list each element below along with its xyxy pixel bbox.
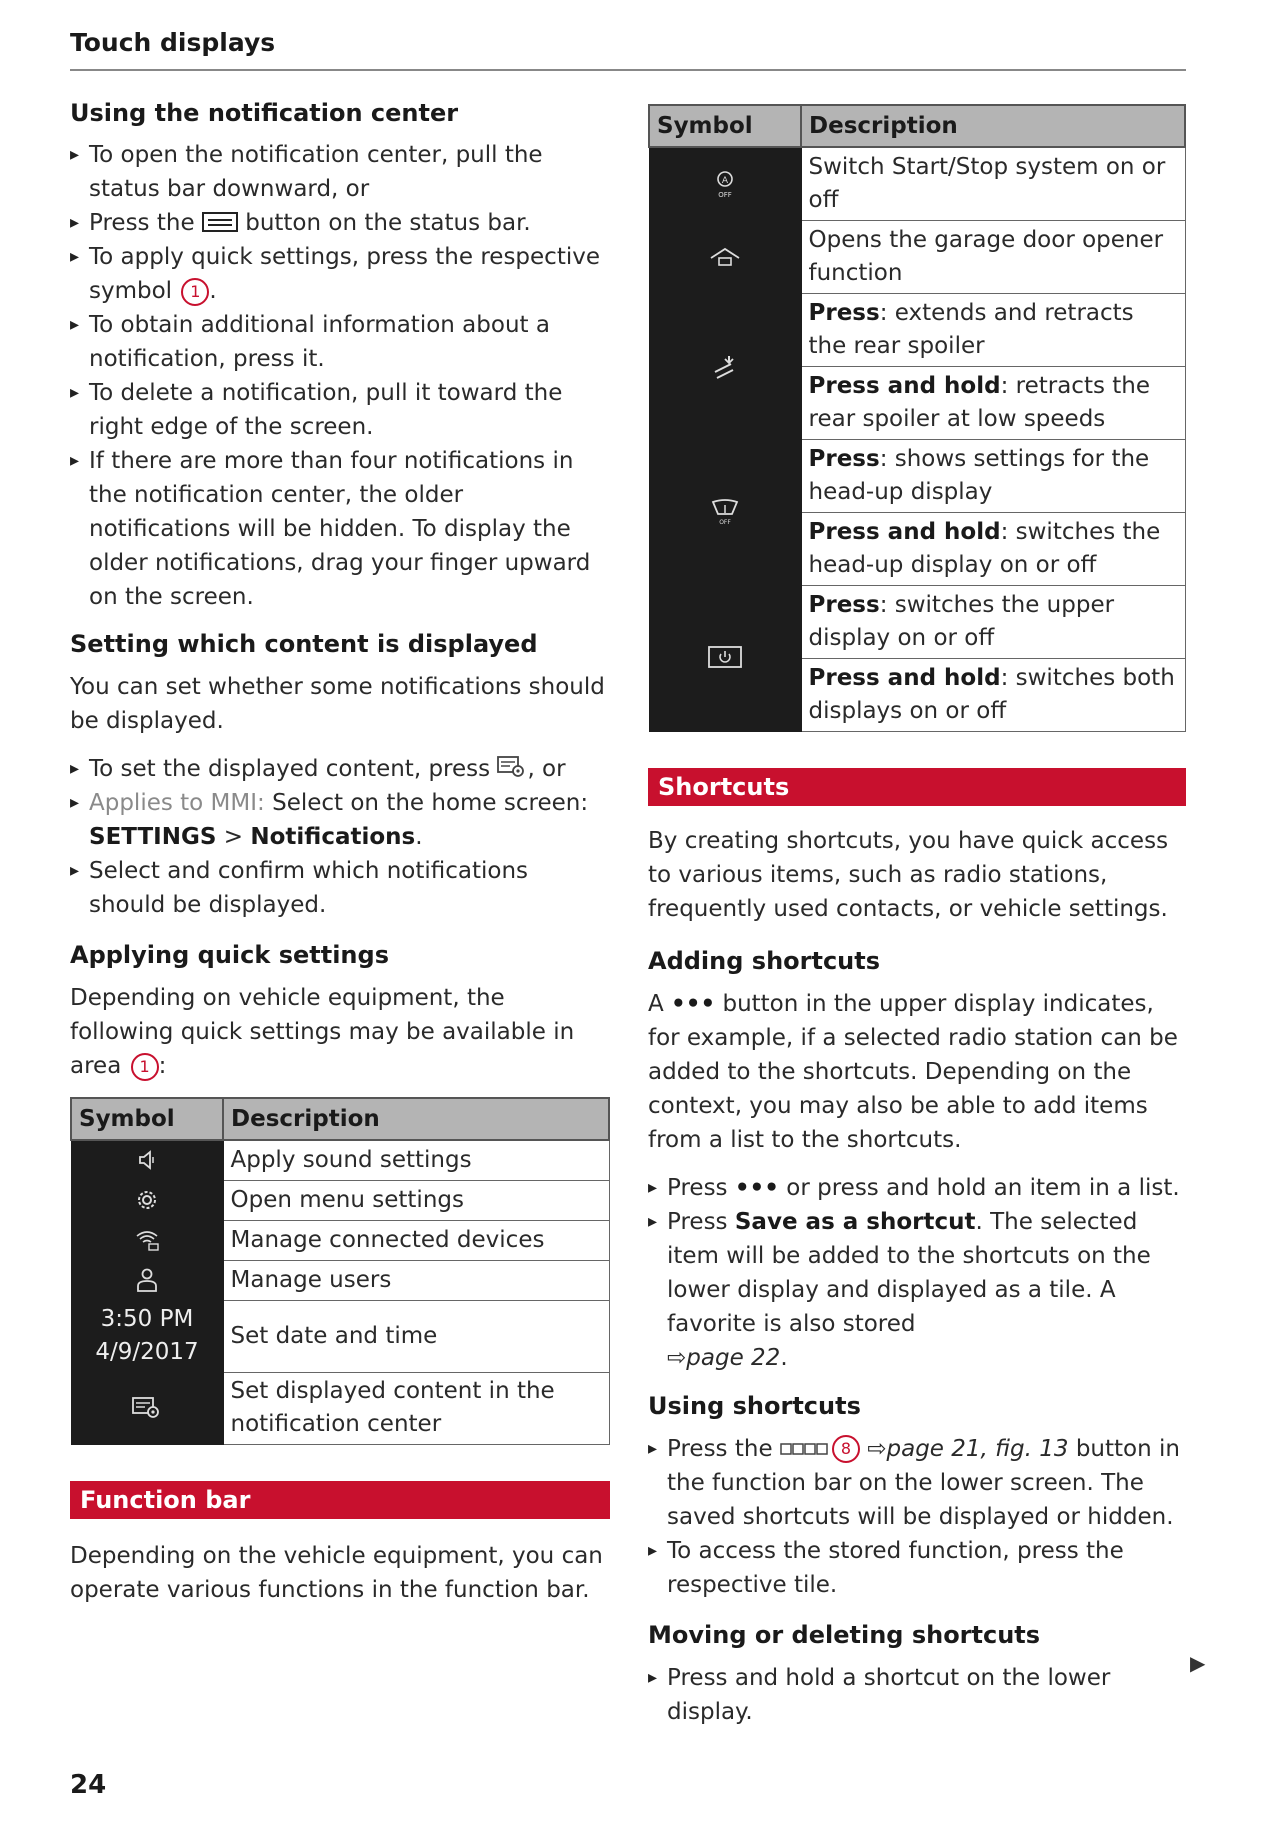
table-header-symbol: Symbol xyxy=(649,105,801,147)
table-row xyxy=(71,1180,609,1220)
shortcuts-intro: By creating shortcuts, you have quick access to various items, such as radio stations, frequently used contacts, or vehicle settings. xyxy=(648,827,1169,922)
list-item: ▸ To delete a notification, pull it toward the right edge of the screen. xyxy=(70,376,610,444)
table-cell-description: Open menu settings xyxy=(223,1180,609,1220)
table-header-description: Description xyxy=(223,1098,609,1140)
adding-shortcuts-heading: Adding shortcuts xyxy=(648,946,881,975)
list-item: ▸ Select and confirm which notifications should be displayed. xyxy=(70,854,610,922)
upper-display-power-icon xyxy=(649,585,801,731)
table-cell-description: Press: extends and retracts the rear spoiler xyxy=(801,293,1185,366)
page-number: 24 xyxy=(70,1770,107,1800)
continue-arrow-icon: ▶ xyxy=(1190,1651,1206,1675)
garage-door-icon xyxy=(649,220,801,293)
page-ref-arrow: ⇨ xyxy=(667,1344,687,1371)
list-item: ▸ To obtain additional information about a notification, press it. xyxy=(70,308,610,376)
callout-8: 8 xyxy=(832,1435,860,1463)
table-cell-description: Apply sound settings xyxy=(223,1140,609,1180)
notification-settings-icon xyxy=(71,1372,223,1444)
table-cell-description: Switch Start/Stop system on or off xyxy=(801,147,1185,220)
content-displayed-list xyxy=(70,752,610,922)
table-row xyxy=(71,1140,609,1180)
page-reference: page 21, fig. 13 xyxy=(886,1435,1069,1462)
table-row xyxy=(649,293,1185,366)
content-displayed-heading: Setting which content is displayed xyxy=(70,630,538,658)
table-cell-description: Press and hold: switches both displays on or off xyxy=(801,658,1185,731)
table-row xyxy=(649,439,1185,512)
left-column xyxy=(70,98,610,1607)
moving-shortcuts-heading: Moving or deleting shortcuts xyxy=(648,1620,1041,1649)
list-item: ▸ If there are more than four notifications in the notification center, the older notifications will be hidden. To display the older notifications, drag your finger upward on the screen. xyxy=(70,444,610,614)
notification-center-list xyxy=(70,138,610,614)
list-item: ▸ Press Save as a shortcut. The selected item will be added to the shortcuts on the lower display and displayed as a tile. A favorite is also stored ⇨page 22. xyxy=(648,1205,1186,1375)
table-cell-description: Press and hold: switches the head-up display on or off xyxy=(801,512,1185,585)
function-bar-heading: Function bar xyxy=(70,1481,610,1519)
head-up-display-icon xyxy=(649,439,801,585)
gear-icon xyxy=(71,1180,223,1220)
rear-spoiler-icon xyxy=(649,293,801,439)
quick-settings-heading: Applying quick settings xyxy=(70,941,389,969)
moving-shortcuts-list xyxy=(648,1661,1186,1729)
speaker-icon xyxy=(71,1140,223,1180)
table-row xyxy=(71,1372,609,1444)
callout-1: 1 xyxy=(181,278,209,306)
table-cell-description: Press: switches the upper display on or off xyxy=(801,585,1185,658)
function-bar-text: Depending on the vehicle equipment, you can operate various functions in the function bar. xyxy=(70,1542,603,1603)
table-header-symbol: Symbol xyxy=(71,1098,223,1140)
list-item: ▸ Press the 8 ⇨page 21, fig. 13 button in the function bar on the lower screen. The saved shortcuts will be displayed or hidden. xyxy=(648,1432,1186,1534)
callout-1: 1 xyxy=(131,1053,159,1081)
page-header-title: Touch displays xyxy=(70,28,276,57)
table-cell-description: Set displayed content in the notification center xyxy=(223,1372,609,1444)
svg-text:OFF: OFF xyxy=(719,519,731,526)
shortcuts-button-icon xyxy=(780,1442,830,1456)
adding-shortcuts-text: A ••• button in the upper display indicates, for example, if a selected radio station can be added to the shortcuts. Depending on the context, you may also be able to add items from a list to the shortcuts. xyxy=(648,990,1178,1153)
table-cell-description: Opens the garage door opener function xyxy=(801,220,1185,293)
list-item: ▸ Press ••• or press and hold an item in a list. xyxy=(648,1171,1186,1205)
adding-shortcuts-list xyxy=(648,1171,1186,1375)
table-row xyxy=(71,1300,609,1372)
page-reference: page 22 xyxy=(686,1344,781,1371)
svg-text:A: A xyxy=(721,175,729,186)
notification-center-heading: Using the notification center xyxy=(70,99,459,127)
list-item: ▸ Press the button on the status bar. xyxy=(70,206,610,240)
quick-settings-intro: Depending on vehicle equipment, the following quick settings may be available in area 1 : xyxy=(70,985,575,1079)
start-stop-off-icon xyxy=(649,147,801,220)
table-cell-description: Manage users xyxy=(223,1260,609,1300)
page-ref-arrow: ⇨ xyxy=(867,1435,887,1462)
vehicle-functions-table xyxy=(648,104,1186,732)
table-cell-description: Set date and time xyxy=(223,1300,609,1372)
date-time-display: 3:50 PM 4/9/2017 xyxy=(71,1300,223,1372)
list-item: ▸ To access the stored function, press the respective tile. xyxy=(648,1534,1186,1602)
list-item: ▸ To set the displayed content, press , or xyxy=(70,752,610,786)
table-cell-description: Press: shows settings for the head-up display xyxy=(801,439,1185,512)
notification-settings-icon xyxy=(497,755,527,779)
quick-settings-table xyxy=(70,1097,610,1445)
right-column xyxy=(648,104,1186,1729)
using-shortcuts-heading: Using shortcuts xyxy=(648,1391,861,1420)
table-row xyxy=(71,1260,609,1300)
table-cell-description: Press and hold: retracts the rear spoiler at low speeds xyxy=(801,366,1185,439)
table-row xyxy=(71,1220,609,1260)
using-shortcuts-list xyxy=(648,1432,1186,1602)
svg-text:OFF: OFF xyxy=(718,190,732,199)
content-displayed-intro: You can set whether some notifications should be displayed. xyxy=(70,674,605,734)
connected-devices-icon xyxy=(71,1220,223,1260)
table-row xyxy=(649,585,1185,658)
list-item: ▸ Applies to MMI: Select on the home screen: SETTINGS > Notifications. xyxy=(70,786,610,854)
table-header-description: Description xyxy=(801,105,1185,147)
table-cell-description: Manage connected devices xyxy=(223,1220,609,1260)
table-row xyxy=(649,220,1185,293)
header-rule xyxy=(70,69,1186,71)
list-item: ▸ To apply quick settings, press the respective symbol 1 . xyxy=(70,240,610,308)
list-item: ▸ To open the notification center, pull the status bar downward, or xyxy=(70,138,610,206)
list-item: ▸ Press and hold a shortcut on the lower display. xyxy=(648,1661,1186,1729)
table-row xyxy=(649,147,1185,220)
user-icon xyxy=(71,1260,223,1300)
shortcuts-heading: Shortcuts xyxy=(648,768,1186,806)
notification-center-button-icon xyxy=(202,212,238,232)
